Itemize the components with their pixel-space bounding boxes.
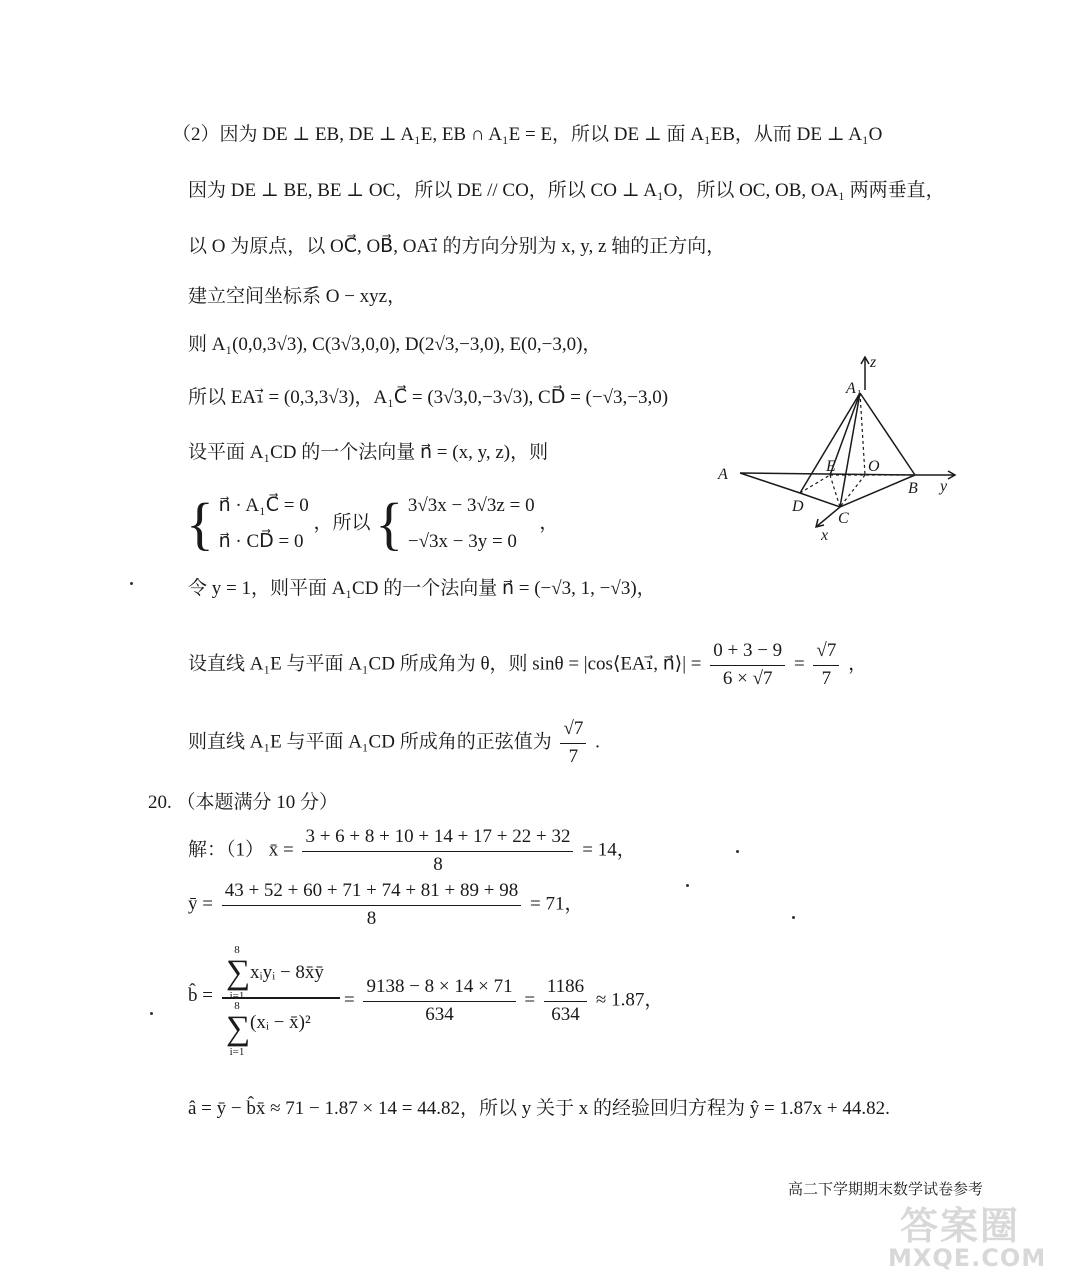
conclusion-fraction xyxy=(560,718,586,769)
scan-speck xyxy=(686,884,689,887)
conclusion-numerator: √7 xyxy=(560,718,586,744)
sum-lower-limit: i=1 xyxy=(229,990,245,1002)
x-mean-result: = 14， xyxy=(582,839,636,861)
y-mean-line xyxy=(188,880,583,931)
y-mean-denominator: 8 xyxy=(366,907,377,929)
part2-line-1: （2）因为 DE ⊥ EB, DE ⊥ A₁E, EB ∩ A₁E = E，所以 DE ⊥ 面 A₁EB，从而 DE ⊥ A₁O xyxy=(172,124,883,145)
b-hat-mid-fraction xyxy=(363,976,515,1027)
conclusion-denominator: 7 xyxy=(568,745,579,767)
right-brace: { xyxy=(375,491,404,557)
label-b: B xyxy=(908,480,918,497)
part2-line-3: 以 O 为原点，以 OC⃗, OB⃗, OA₁⃗ 的方向分别为 x, y, z 轴的正方向， xyxy=(188,236,726,257)
b-hat-final-numerator: 1186 xyxy=(544,976,587,1002)
y-mean-fraction xyxy=(222,880,522,931)
x-axis xyxy=(816,507,840,527)
y-mean-result: = 71， xyxy=(529,893,584,915)
system-right-eq-1: 3√3x − 3√3z = 0 xyxy=(407,495,535,516)
conclusion-end: . xyxy=(595,731,600,753)
system-end: ， xyxy=(539,512,559,534)
system-right-eq-2: −√3x − 3y = 0 xyxy=(407,531,517,553)
segment-a1-o xyxy=(860,393,865,475)
y-mean-numerator: 43 + 52 + 60 + 71 + 74 + 81 + 89 + 98 xyxy=(222,880,522,906)
part2-line-8: 令 y = 1，则平面 A₁CD 的一个法向量 n⃗ = (−√3, 1, −√3)， xyxy=(188,578,656,599)
sum-lower-limit: i=1 xyxy=(229,1046,245,1058)
pyramid-figure xyxy=(700,345,970,550)
left-brace: { xyxy=(186,491,214,557)
conclusion-prefix: 则直线 A₁E 与平面 A₁CD 所成角的正弦值为 xyxy=(188,731,552,753)
part2-line-10 xyxy=(188,718,600,769)
x-mean-numerator: 3 + 6 + 8 + 10 + 14 + 17 + 22 + 32 xyxy=(302,826,573,852)
sin-theta-equals: = xyxy=(793,653,805,675)
sin-theta-numerator: 0 + 3 − 9 xyxy=(710,640,785,666)
b-hat-denominator-sum xyxy=(226,1000,251,1058)
b-hat-calculation xyxy=(344,976,663,1027)
sin-theta-prefix: 设直线 A₁E 与平面 A₁CD 所成角为 θ，则 sinθ = |cos⟨EA₁⃗, n⃗⟩| = xyxy=(188,653,702,675)
footer-caption: 高二下学期期末数学试卷参考 xyxy=(788,1180,984,1198)
x-mean-prefix: 解：（1） x̄ = xyxy=(188,839,294,861)
scan-speck xyxy=(792,916,795,919)
label-d: D xyxy=(792,498,804,515)
sum-upper-limit: 8 xyxy=(234,944,240,956)
equation-system xyxy=(186,488,558,560)
x-mean-fraction xyxy=(302,826,573,877)
part2-line-5: 则 A₁(0,0,3√3), C(3√3,0,0), D(2√3,−3,0), E(0,−3,0)， xyxy=(188,334,602,355)
sin-theta-result-denominator: 7 xyxy=(821,667,832,689)
system-left-eq-1: n⃗ · A₁C⃗ = 0 xyxy=(218,495,309,516)
label-a1: A₁ xyxy=(846,380,862,397)
label-x: x xyxy=(821,527,829,544)
watermark-logo: 答案圈 xyxy=(900,1204,1021,1248)
b-hat-final-fraction xyxy=(544,976,587,1027)
sin-theta-denominator: 6 × √7 xyxy=(722,667,773,689)
part2-line-4: 建立空间坐标系 O − xyz， xyxy=(188,286,407,307)
label-o: O xyxy=(868,458,880,475)
scan-speck xyxy=(150,1012,153,1015)
segment-d-e xyxy=(800,475,830,493)
x-mean-denominator: 8 xyxy=(433,853,443,875)
system-left-eq-2: n⃗ · CD⃗ = 0 xyxy=(218,531,304,553)
system-connector: ，所以 xyxy=(313,512,371,534)
segment-e-c xyxy=(830,475,840,507)
part2-line-9 xyxy=(188,640,867,691)
label-y: y xyxy=(940,478,948,495)
sin-theta-result-numerator: √7 xyxy=(813,640,839,666)
label-e: E xyxy=(826,458,836,475)
scan-speck xyxy=(736,850,739,853)
label-z: z xyxy=(870,354,877,371)
x-mean-line xyxy=(188,826,636,877)
a-hat-line: â = ȳ − b̂x̄ ≈ 71 − 1.87 × 14 = 44.82，所以 y 关于 x 的经验回归方程为 ŷ = 1.87x + 44.82. xyxy=(188,1098,890,1119)
sigma-icon: ∑ xyxy=(226,1010,251,1047)
b-hat-eq-1: = xyxy=(344,989,355,1011)
label-c: C xyxy=(838,510,849,527)
b-hat-mid-numerator: 9138 − 8 × 14 × 71 xyxy=(363,976,515,1002)
part2-line-2: 因为 DE ⊥ BE, BE ⊥ OC，所以 DE // CO，所以 CO ⊥ A₁O，所以 OC, OB, OA₁ 两两垂直， xyxy=(188,180,945,201)
b-hat-prefix: b̂ = xyxy=(188,985,213,1006)
sin-theta-end: ， xyxy=(848,653,868,675)
sigma-icon: ∑ xyxy=(226,954,251,991)
base-outline xyxy=(740,473,915,507)
b-hat-final-denominator: 634 xyxy=(551,1003,580,1025)
part2-line-7: 设平面 A₁CD 的一个法向量 n⃗ = (x, y, z)，则 xyxy=(188,442,549,463)
system-left xyxy=(219,488,309,560)
b-hat-numerator-sum xyxy=(226,944,251,1002)
b-hat-eq-2: = xyxy=(524,989,536,1011)
q20-heading: 20. （本题满分 10 分） xyxy=(148,792,339,813)
b-hat-denominator-expr: (xᵢ − x̄)² xyxy=(250,1012,311,1033)
sum-upper-limit: 8 xyxy=(234,1000,240,1012)
b-hat-result: ≈ 1.87， xyxy=(595,989,664,1011)
label-a: A xyxy=(718,466,728,483)
watermark-url: MXQE.COM xyxy=(888,1244,1047,1272)
b-hat-numerator-expr: xᵢyᵢ − 8x̄ȳ xyxy=(250,962,324,983)
y-mean-prefix: ȳ = xyxy=(188,893,213,915)
part2-line-6: 所以 EA₁⃗ = (0,3,3√3)，A₁C⃗ = (3√3,0,−3√3), CD⃗ = (−√3,−3,0) xyxy=(188,387,669,408)
system-right xyxy=(408,488,535,560)
sin-theta-fraction xyxy=(710,640,785,691)
b-hat-mid-denominator: 634 xyxy=(425,1003,454,1025)
sin-theta-result xyxy=(813,640,839,691)
scan-speck xyxy=(130,582,133,585)
